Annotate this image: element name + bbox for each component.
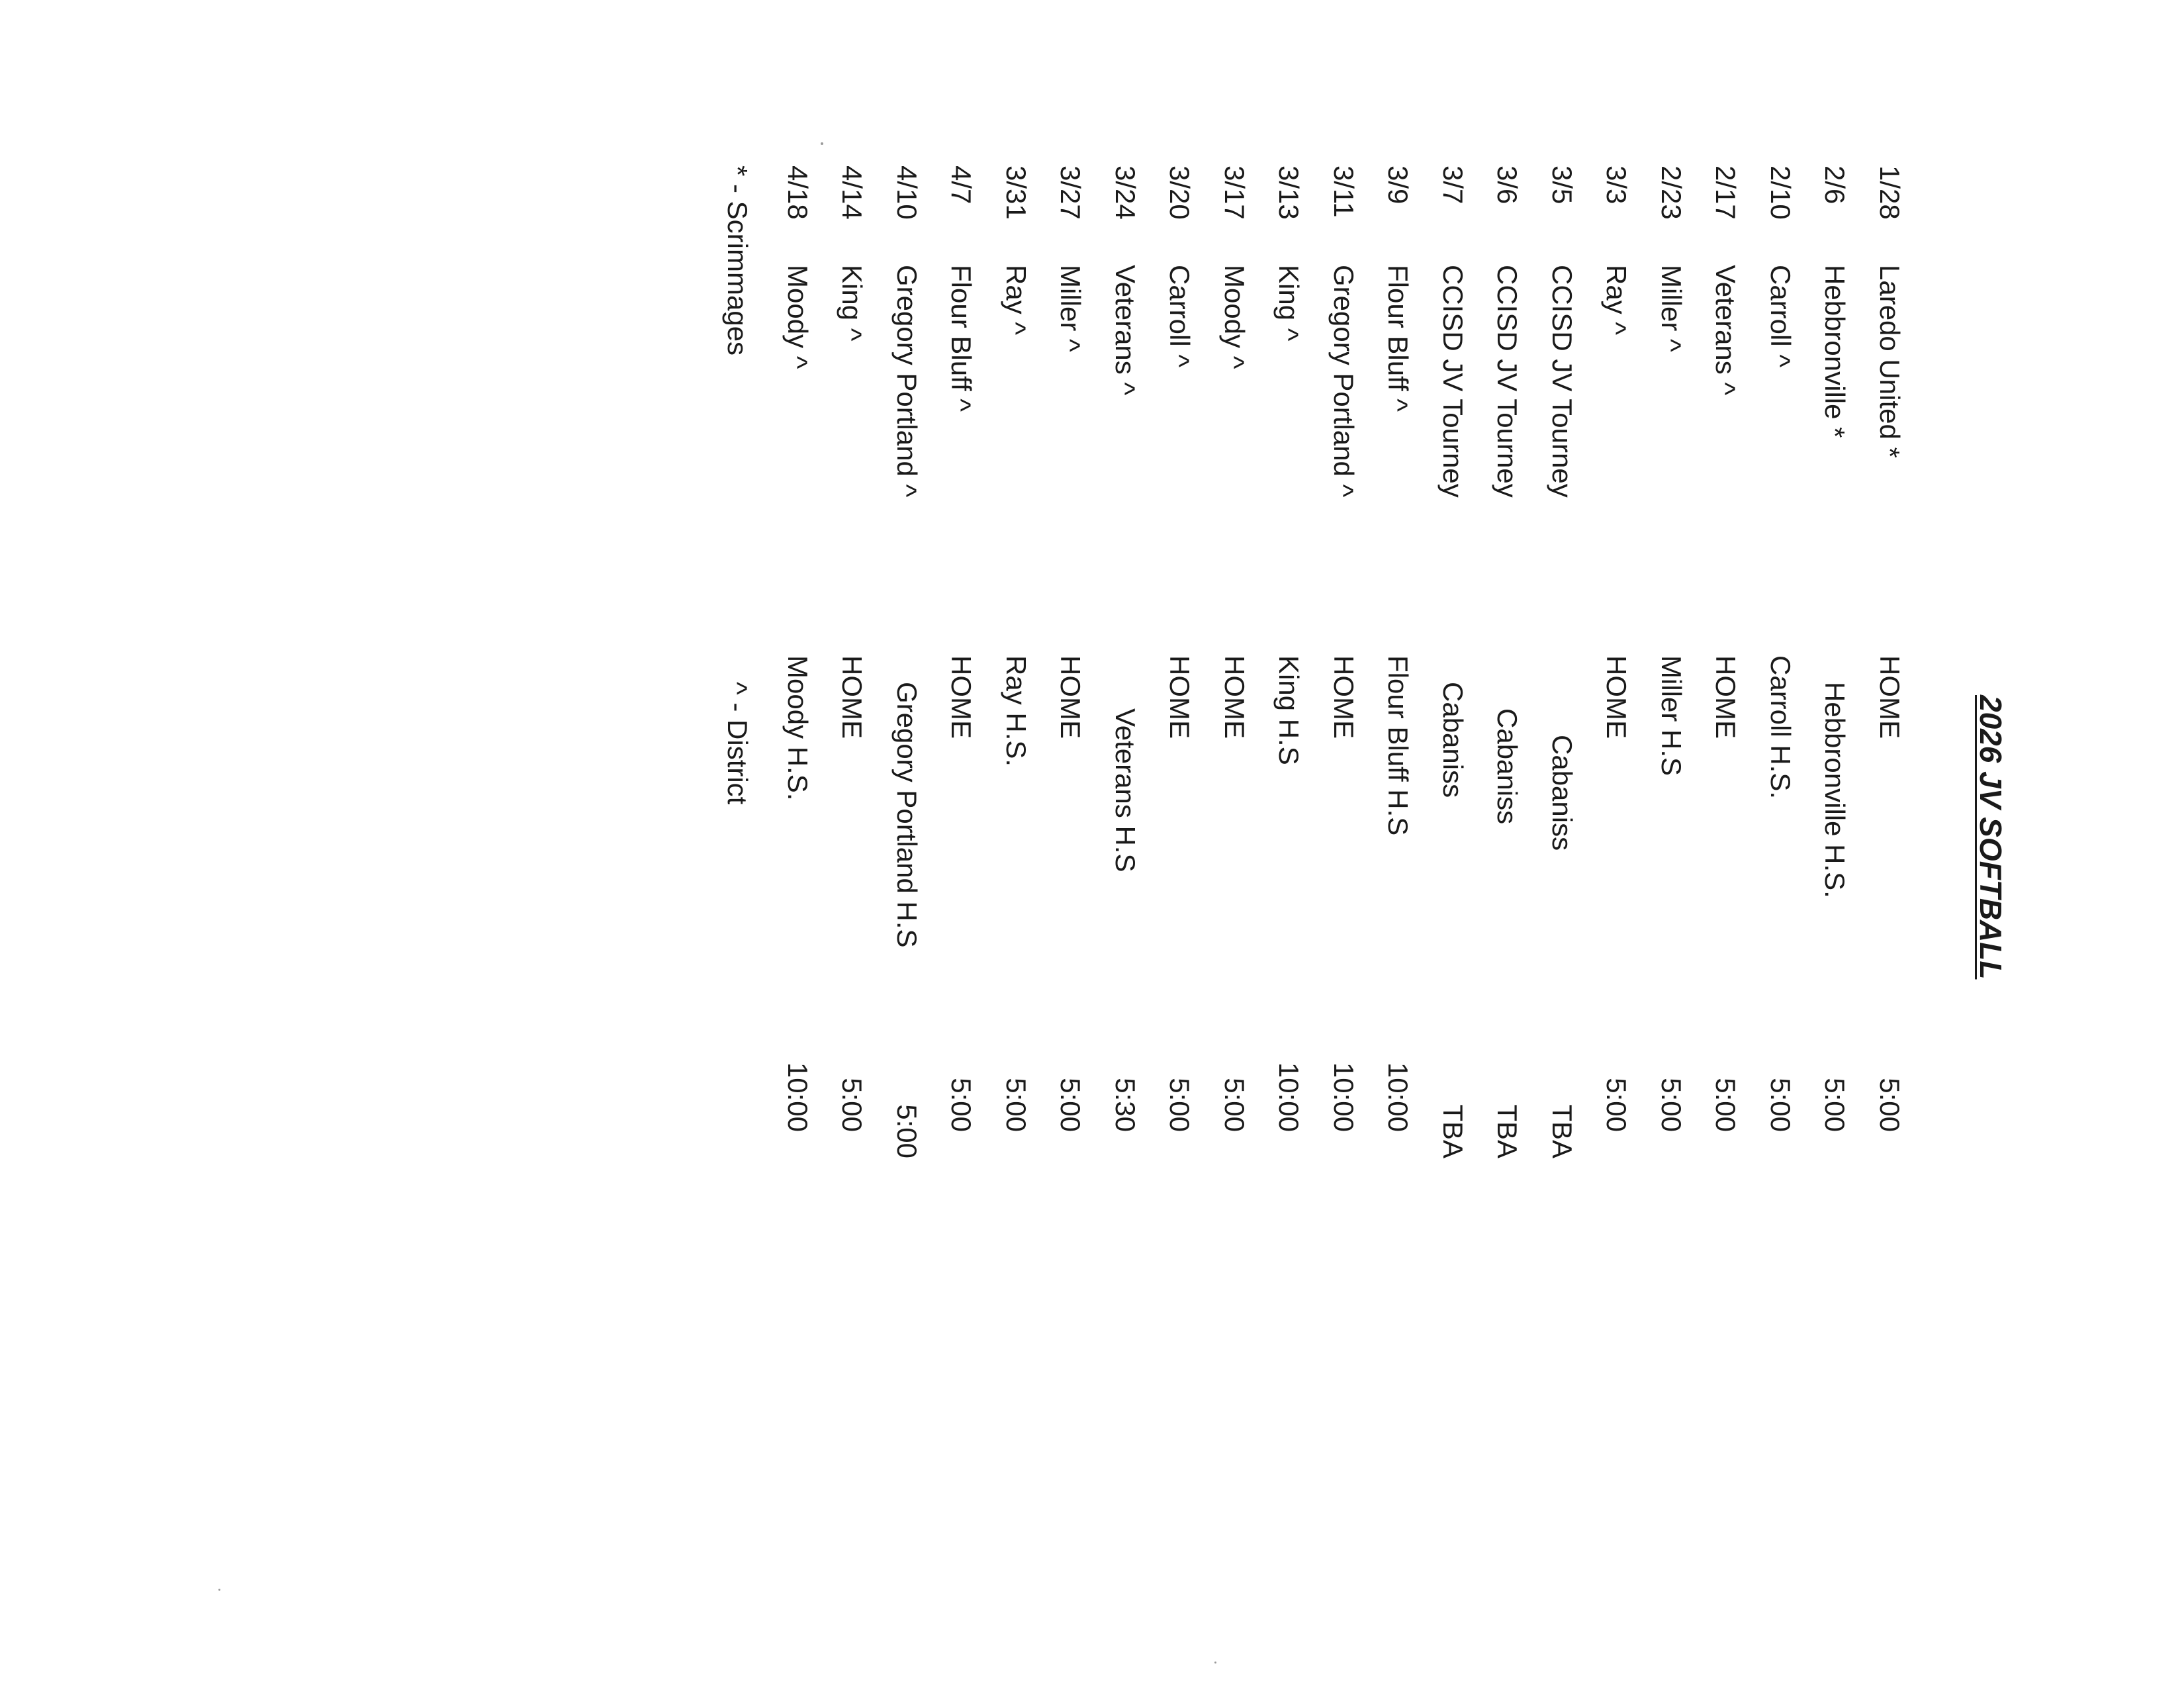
page-title: 2026 JV SOFTBALL bbox=[1974, 695, 2008, 980]
game-location: HOME bbox=[1164, 655, 1196, 739]
game-location: HOME bbox=[1328, 655, 1359, 739]
game-time: 5:30 bbox=[1110, 1078, 1141, 1132]
game-opponent: Veterans ^ bbox=[1710, 265, 1742, 396]
game-date: 4/10 bbox=[891, 165, 923, 220]
game-time: 5:00 bbox=[1874, 1078, 1905, 1132]
game-date: 3/7 bbox=[1437, 165, 1469, 205]
game-opponent: Flour Bluff ^ bbox=[1383, 265, 1414, 412]
game-time: 5:00 bbox=[1164, 1078, 1196, 1132]
game-time: TBA bbox=[1547, 1104, 1578, 1158]
game-location: Hebbronville H.S. bbox=[1819, 682, 1851, 898]
game-date: 3/6 bbox=[1492, 165, 1524, 205]
game-date: 3/31 bbox=[1001, 165, 1032, 220]
game-date: 3/17 bbox=[1219, 165, 1250, 220]
game-time: 5:00 bbox=[1819, 1078, 1851, 1132]
game-location: HOME bbox=[837, 655, 868, 739]
game-date: 3/20 bbox=[1164, 165, 1196, 220]
game-time: 5:00 bbox=[1055, 1078, 1087, 1132]
game-opponent: CCISD JV Tourney bbox=[1492, 265, 1524, 498]
game-time: 5:00 bbox=[1710, 1078, 1742, 1132]
game-time: TBA bbox=[1492, 1104, 1524, 1158]
schedule-document bbox=[722, 0, 2048, 1688]
game-date: 3/24 bbox=[1110, 165, 1141, 220]
game-opponent: Carroll ^ bbox=[1765, 265, 1796, 368]
game-location: HOME bbox=[1055, 655, 1087, 739]
game-time: TBA bbox=[1437, 1104, 1469, 1158]
game-location: HOME bbox=[1874, 655, 1905, 739]
game-date: 4/7 bbox=[946, 165, 978, 205]
game-date: 3/5 bbox=[1547, 165, 1578, 205]
scan-speck bbox=[821, 142, 823, 145]
scan-speck bbox=[218, 1589, 220, 1591]
game-opponent: Carroll ^ bbox=[1164, 265, 1196, 368]
game-opponent: Ray ^ bbox=[1601, 265, 1633, 336]
game-location: Ray H.S. bbox=[1001, 655, 1032, 767]
game-time: 5:00 bbox=[946, 1078, 978, 1132]
game-opponent: Miller ^ bbox=[1055, 265, 1087, 352]
game-time: 5:00 bbox=[1601, 1078, 1633, 1132]
game-location: Cabaniss bbox=[1492, 708, 1524, 825]
game-opponent: CCISD JV Tourney bbox=[1437, 265, 1469, 498]
game-date: 4/18 bbox=[782, 165, 813, 220]
game-opponent: Miller ^ bbox=[1656, 265, 1687, 352]
game-opponent: King ^ bbox=[1273, 265, 1305, 342]
game-location: King H.S bbox=[1273, 655, 1305, 765]
game-location: Carroll H.S. bbox=[1765, 655, 1796, 800]
game-location: HOME bbox=[1601, 655, 1633, 739]
game-date: 1/28 bbox=[1874, 165, 1905, 220]
game-date: 3/3 bbox=[1601, 165, 1633, 205]
game-location: HOME bbox=[1710, 655, 1742, 739]
game-location: HOME bbox=[946, 655, 978, 739]
game-date: 3/9 bbox=[1383, 165, 1414, 205]
game-location: Cabaniss bbox=[1547, 735, 1578, 851]
game-opponent: Laredo United * bbox=[1874, 265, 1905, 458]
game-date: 3/13 bbox=[1273, 165, 1305, 220]
game-time: 5:00 bbox=[1001, 1078, 1032, 1132]
game-date: 3/27 bbox=[1055, 165, 1087, 220]
game-location: Moody H.S. bbox=[782, 655, 813, 801]
scan-speck bbox=[1214, 1662, 1216, 1664]
game-date: 2/6 bbox=[1819, 165, 1851, 205]
game-location: HOME bbox=[1219, 655, 1250, 739]
game-opponent: Ray ^ bbox=[1001, 265, 1032, 336]
game-time: 10:00 bbox=[1273, 1062, 1305, 1132]
game-date: 2/23 bbox=[1656, 165, 1687, 220]
game-opponent: Moody ^ bbox=[1219, 265, 1250, 369]
game-time: 5:00 bbox=[837, 1078, 868, 1132]
legend-scrimmages: * - Scrimmages bbox=[722, 165, 754, 356]
game-time: 10:00 bbox=[1383, 1062, 1414, 1132]
game-time: 5:00 bbox=[891, 1104, 923, 1158]
game-opponent: Gregory Portland ^ bbox=[1328, 265, 1359, 498]
game-time: 5:00 bbox=[1219, 1078, 1250, 1132]
game-opponent: CCISD JV Tourney bbox=[1547, 265, 1578, 498]
game-opponent: Veterans ^ bbox=[1110, 265, 1141, 396]
legend-district: ^ - District bbox=[722, 682, 754, 805]
game-date: 3/11 bbox=[1328, 165, 1359, 218]
game-date: 2/17 bbox=[1710, 165, 1742, 220]
game-location: Cabaniss bbox=[1437, 682, 1469, 798]
game-time: 10:00 bbox=[1328, 1062, 1359, 1132]
game-opponent: Moody ^ bbox=[782, 265, 813, 369]
game-date: 2/10 bbox=[1765, 165, 1796, 220]
game-date: 4/14 bbox=[837, 165, 868, 220]
game-location: Gregory Portland H.S bbox=[891, 682, 923, 948]
game-location: Miller H.S bbox=[1656, 655, 1687, 776]
game-time: 10:00 bbox=[782, 1062, 813, 1132]
game-opponent: Flour Bluff ^ bbox=[946, 265, 978, 412]
game-opponent: Hebbronville * bbox=[1819, 265, 1851, 438]
game-location: Flour Bluff H.S bbox=[1383, 655, 1414, 836]
game-time: 5:00 bbox=[1765, 1078, 1796, 1132]
game-opponent: Gregory Portland ^ bbox=[891, 265, 923, 498]
game-time: 5:00 bbox=[1656, 1078, 1687, 1132]
game-location: Veterans H.S bbox=[1110, 708, 1141, 872]
game-opponent: King ^ bbox=[837, 265, 868, 342]
